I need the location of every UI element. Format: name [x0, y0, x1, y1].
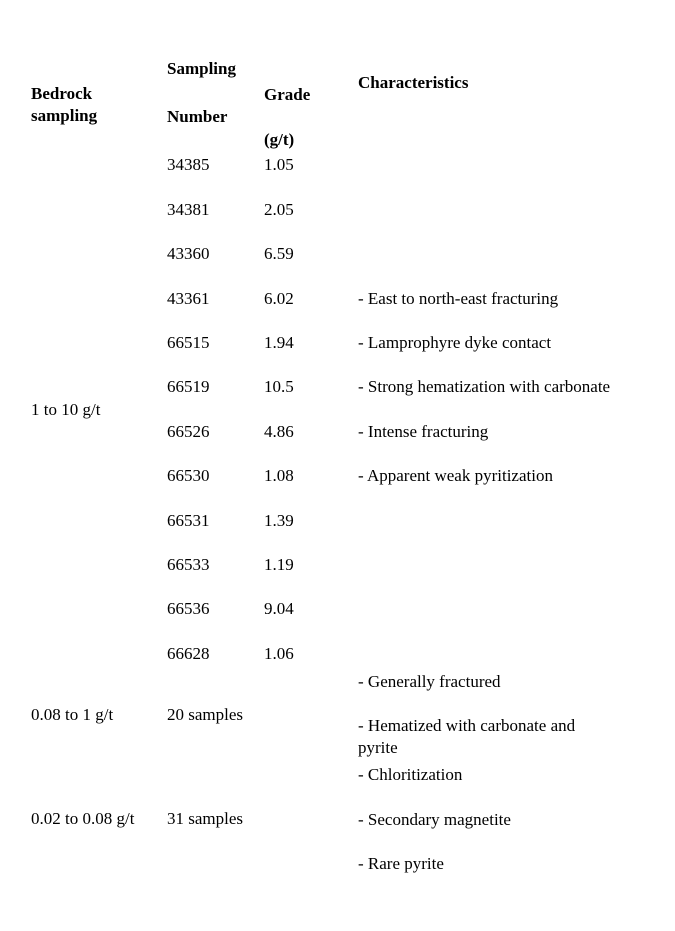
characteristic: - East to north-east fracturing [358, 289, 559, 308]
header-bedrock-line1: Bedrock [31, 84, 93, 103]
characteristic: - Hematized with carbonate and [358, 716, 576, 735]
group3-samples: 31 samples [167, 809, 244, 828]
sample-number: 66531 [167, 511, 210, 530]
characteristic: - Intense fracturing [358, 422, 489, 441]
characteristic: - Generally fractured [358, 672, 501, 691]
sample-grade: 1.08 [264, 466, 294, 485]
sample-number: 43360 [167, 244, 210, 263]
group2-range: 0.08 to 1 g/t [31, 705, 114, 724]
characteristic: - Rare pyrite [358, 854, 444, 873]
sample-grade: 4.86 [264, 422, 294, 441]
header-grade-line1: Grade [264, 85, 311, 104]
sample-number: 66526 [167, 422, 210, 441]
group3-range: 0.02 to 0.08 g/t [31, 809, 135, 828]
sample-grade: 9.04 [264, 599, 294, 618]
characteristic: - Strong hematization with carbonate [358, 377, 611, 396]
group2-samples: 20 samples [167, 705, 244, 724]
header-bedrock-line2: sampling [31, 106, 98, 125]
characteristic: - Secondary magnetite [358, 810, 511, 829]
sample-number: 34385 [167, 155, 210, 174]
sample-grade: 2.05 [264, 200, 294, 219]
sample-grade: 1.19 [264, 555, 294, 574]
sample-number: 66530 [167, 466, 210, 485]
sample-grade: 6.59 [264, 244, 294, 263]
header-sampling-number-line1: Sampling [167, 59, 236, 78]
sample-number: 66519 [167, 377, 210, 396]
sample-grade: 1.94 [264, 333, 294, 352]
sample-number: 66533 [167, 555, 210, 574]
header-characteristics: Characteristics [358, 73, 469, 92]
sample-grade: 6.02 [264, 289, 294, 308]
sample-number: 66515 [167, 333, 210, 352]
characteristic: - Chloritization [358, 765, 463, 784]
sample-number: 34381 [167, 200, 210, 219]
characteristic: - Lamprophyre dyke contact [358, 333, 552, 352]
characteristic: pyrite [358, 738, 398, 757]
sample-number: 66628 [167, 644, 210, 663]
header-grade-line2: (g/t) [264, 130, 295, 149]
sample-number: 66536 [167, 599, 210, 618]
sample-grade: 10.5 [264, 377, 294, 396]
sample-grade: 1.05 [264, 155, 294, 174]
group1-range: 1 to 10 g/t [31, 400, 101, 419]
sample-grade: 1.39 [264, 511, 294, 530]
sample-number: 43361 [167, 289, 210, 308]
header-sampling-number-line2: Number [167, 107, 228, 126]
characteristic: - Apparent weak pyritization [358, 466, 553, 485]
sample-grade: 1.06 [264, 644, 294, 663]
